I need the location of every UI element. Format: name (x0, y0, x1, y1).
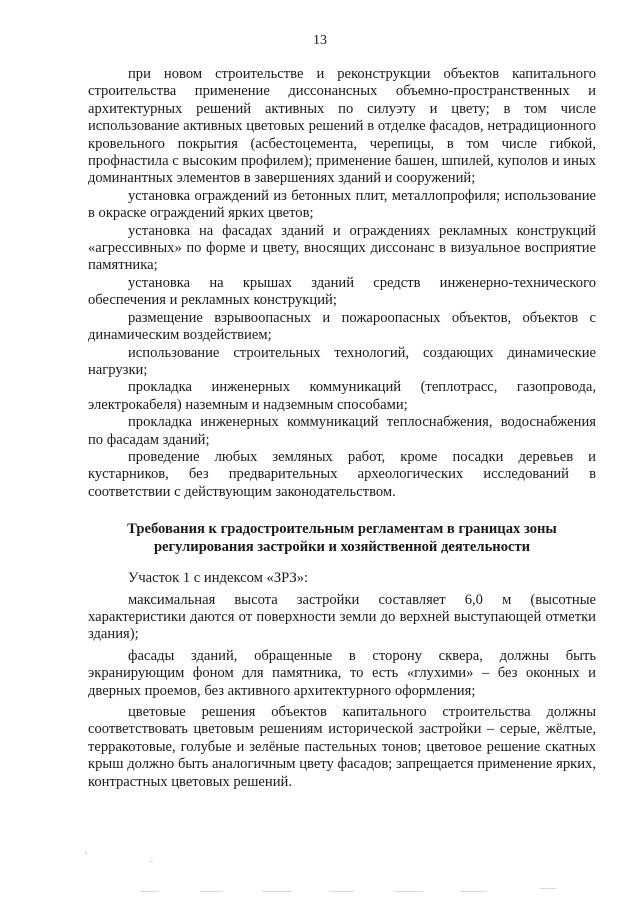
paragraph-restrictions-fences: установка ограждений из бетонных плит, металлопрофиля; использование в окраске ограждений ярких цветов; (88, 187, 596, 222)
paragraph-restrictions-roof-equipment: установка на крышах зданий средств инженерно-технического обеспечения и рекламных конструкций; (88, 274, 596, 309)
section-heading-line-1: Требования к градостроительным регламентам в границах зоны (127, 521, 557, 538)
paragraph-restrictions-hazardous-objects: размещение взрывоопасных и пожароопасных объектов, объектов с динамическим воздействием; (88, 309, 596, 344)
paragraph-color-solutions: цветовые решения объектов капитального строительства должны соответствовать цветовым решениям исторической застройки – серые, жёлтые, терракотовые, голубые и зелёные пастельных тонов; цветовое решение скатных крыш должно быть аналогичным цвету фасадов; запрещается применение ярких, контрастных цветовых решений. (88, 704, 596, 790)
paragraph-restrictions-construction: при новом строительстве и реконструкции объектов капитального строительства применение диссонансных объемно-пространственных и архитектурных решений активных по силуэту и цвету; в том числе использование активных цветовых решений в отделке фасадов, нетрадиционного кровельного покрытия (асбестоцемента, черепицы, в том числе гибкой, профнастила с высоким профилем); применение башен, шпилей, куполов и иных доминантных элементов в завершениях зданий и сооружений; (88, 66, 596, 187)
section-heading-line-2: регулирования застройки и хозяйственной деятельности (153, 539, 531, 556)
section-heading (88, 520, 596, 556)
page-number: 13 (313, 33, 327, 48)
paragraph-plot-title: Участок 1 с индексом «ЗРЗ»: (128, 570, 309, 587)
paragraph-restrictions-advertising: установка на фасадах зданий и ограждениях рекламных конструкций «агрессивных» по форме и цвету, вносящих диссонанс в визуальное восприятие памятника; (88, 222, 596, 274)
paragraph-restrictions-utilities-facades: прокладка инженерных коммуникаций теплоснабжения, водоснабжения по фасадам зданий; (88, 414, 596, 448)
paragraph-max-height: максимальная высота застройки составляет 6,0 м (высотные характеристики даются от поверхности земли до верхней выступающей отметки здания); (88, 591, 596, 643)
document-body (88, 66, 596, 791)
paragraph-restrictions-utilities-above-ground: прокладка инженерных коммуникаций (теплотрасс, газопровода, электрокабеля) наземным и надземным способами; (88, 379, 596, 413)
paragraph-facades: фасады зданий, обращенные в сторону сквера, должны быть экранирующим фоном для памятника, то есть «глухими» – без оконных и дверных проемов, без активного архитектурного оформления; (88, 647, 596, 699)
paragraph-restrictions-dynamic-loads: использование строительных технологий, создающих динамические нагрузки; (88, 344, 596, 378)
paragraph-restrictions-earthworks: проведение любых земляных работ, кроме посадки деревьев и кустарников, без предварительных археологических исследований в соответствии с действующим законодательством. (88, 448, 596, 500)
